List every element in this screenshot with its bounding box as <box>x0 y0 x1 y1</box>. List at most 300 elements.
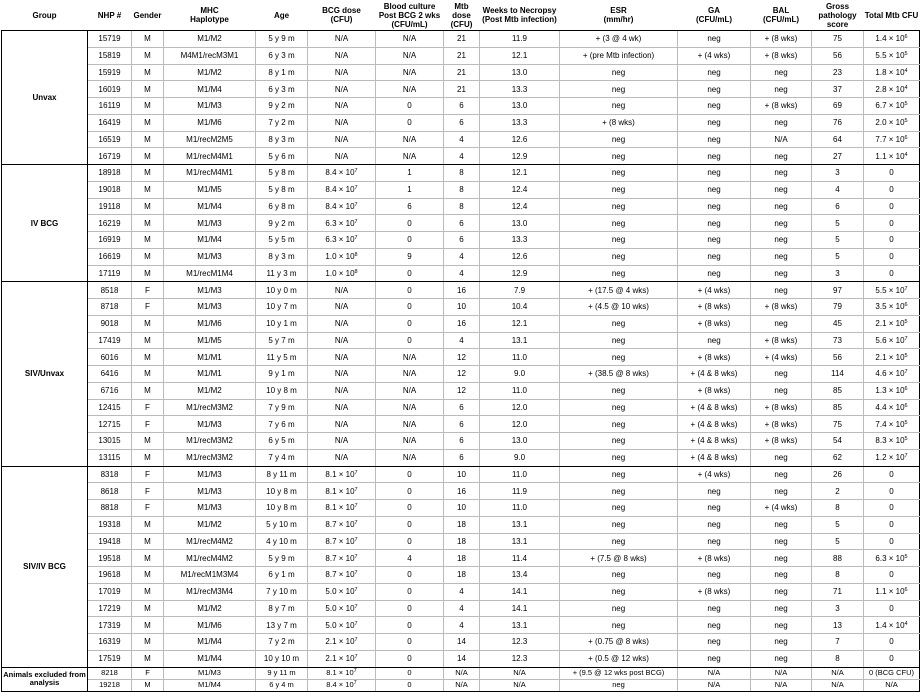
bal-cell: neg <box>751 114 812 131</box>
nhp-cell: 6716 <box>88 382 132 399</box>
mhc-cell: M1/M3 <box>164 282 256 299</box>
nhp-cell: 12415 <box>88 399 132 416</box>
gross-pathology-cell: 5 <box>812 215 864 232</box>
gross-pathology-cell: 5 <box>812 533 864 550</box>
table-row <box>2 282 920 299</box>
gender-cell: M <box>132 533 164 550</box>
gross-pathology-cell: 79 <box>812 299 864 316</box>
bcg-dose-cell: N/A <box>308 31 376 48</box>
blood-culture-cell: 4 <box>376 550 444 567</box>
bcg-dose-cell: N/A <box>308 366 376 383</box>
weeks-cell: 12.1 <box>480 165 560 182</box>
ga-cell: + (8 wks) <box>678 349 751 366</box>
weeks-cell: 12.3 <box>480 650 560 667</box>
bcg-dose-cell: $2.1 \times 10^7$ <box>308 634 376 651</box>
table-row <box>2 64 920 81</box>
table-row <box>2 265 920 282</box>
header-gross-pathology: Gross pathology score <box>812 0 864 31</box>
nhp-cell: 17219 <box>88 600 132 617</box>
ga-cell: + (8 wks) <box>678 299 751 316</box>
mtb-dose-cell: 10 <box>444 500 480 517</box>
mtb-dose-cell: 6 <box>444 114 480 131</box>
bal-cell: + (8 wks) <box>751 433 812 450</box>
total-mtb-cell: $5.6 \times 10^7$ <box>864 332 920 349</box>
nhp-cell: 8518 <box>88 282 132 299</box>
gender-cell: F <box>132 299 164 316</box>
mhc-cell: M1/M1 <box>164 349 256 366</box>
gross-pathology-cell: 3 <box>812 165 864 182</box>
group-label: Unvax <box>2 31 88 165</box>
bal-cell: neg <box>751 466 812 483</box>
blood-culture-cell: 0 <box>376 533 444 550</box>
ga-cell: + (8 wks) <box>678 315 751 332</box>
table-row <box>2 98 920 115</box>
table-body <box>2 31 920 692</box>
gender-cell: M <box>132 148 164 165</box>
blood-culture-cell: N/A <box>376 81 444 98</box>
nhp-cell: 16119 <box>88 98 132 115</box>
gender-cell: M <box>132 634 164 651</box>
weeks-cell: 12.9 <box>480 265 560 282</box>
header-bal: BAL (CFU/mL) <box>751 0 812 31</box>
esr-cell: neg <box>560 81 678 98</box>
ga-cell: + (4 & 8 wks) <box>678 433 751 450</box>
table-row <box>2 433 920 450</box>
table-row <box>2 349 920 366</box>
ga-cell: neg <box>678 114 751 131</box>
weeks-cell: 11.0 <box>480 382 560 399</box>
header-esr: ESR (mm/hr) <box>560 0 678 31</box>
age-cell: 13 y 7 m <box>256 617 308 634</box>
bcg-dose-cell: N/A <box>308 315 376 332</box>
mtb-dose-cell: 6 <box>444 215 480 232</box>
blood-culture-cell: 0 <box>376 114 444 131</box>
nhp-cell: 19618 <box>88 567 132 584</box>
header-mhc: MHC Haplotype <box>164 0 256 31</box>
age-cell: 10 y 0 m <box>256 282 308 299</box>
total-mtb-cell: $2.1 \times 10^5$ <box>864 349 920 366</box>
bal-cell: neg <box>751 81 812 98</box>
bal-cell: neg <box>751 366 812 383</box>
bcg-dose-cell: N/A <box>308 449 376 466</box>
mtb-dose-cell: 18 <box>444 567 480 584</box>
nhp-cell: 17319 <box>88 617 132 634</box>
nhp-cell: 8218 <box>88 667 132 679</box>
nhp-cell: 8718 <box>88 299 132 316</box>
bal-cell: + (8 wks) <box>751 299 812 316</box>
mhc-cell: M1/M3 <box>164 215 256 232</box>
table-row <box>2 215 920 232</box>
group-label: IV BCG <box>2 165 88 282</box>
mtb-dose-cell: 21 <box>444 64 480 81</box>
nhp-cell: 18918 <box>88 165 132 182</box>
gross-pathology-cell: 6 <box>812 198 864 215</box>
total-mtb-cell: 0 <box>864 165 920 182</box>
bcg-dose-cell: $1.0 \times 10^8$ <box>308 265 376 282</box>
blood-culture-cell: 0 <box>376 282 444 299</box>
table-row <box>2 165 920 182</box>
ga-cell: neg <box>678 64 751 81</box>
mtb-dose-cell: 6 <box>444 433 480 450</box>
gender-cell: F <box>132 466 164 483</box>
weeks-cell: 12.1 <box>480 315 560 332</box>
weeks-cell: 13.4 <box>480 567 560 584</box>
esr-cell: neg <box>560 315 678 332</box>
bcg-dose-cell: N/A <box>308 416 376 433</box>
weeks-cell: 13.1 <box>480 332 560 349</box>
mhc-cell: M1/M3 <box>164 466 256 483</box>
nhp-cell: 19318 <box>88 516 132 533</box>
age-cell: 6 y 3 m <box>256 47 308 64</box>
mhc-cell: M1/recM1M4 <box>164 265 256 282</box>
table-row <box>2 416 920 433</box>
age-cell: 10 y 8 m <box>256 500 308 517</box>
bcg-dose-cell: $6.3 \times 10^7$ <box>308 215 376 232</box>
blood-culture-cell: 0 <box>376 516 444 533</box>
table-row <box>2 483 920 500</box>
ga-cell: + (4 & 8 wks) <box>678 416 751 433</box>
nhp-cell: 19418 <box>88 533 132 550</box>
gross-pathology-cell: 75 <box>812 416 864 433</box>
weeks-cell: 12.6 <box>480 131 560 148</box>
total-mtb-cell: $7.7 \times 10^6$ <box>864 131 920 148</box>
ga-cell: neg <box>678 483 751 500</box>
total-mtb-cell: 0 <box>864 500 920 517</box>
blood-culture-cell: N/A <box>376 382 444 399</box>
nhp-cell: 17019 <box>88 583 132 600</box>
gender-cell: F <box>132 416 164 433</box>
gross-pathology-cell: 3 <box>812 265 864 282</box>
table-row <box>2 81 920 98</box>
gross-pathology-cell: 64 <box>812 131 864 148</box>
esr-cell: + (0.75 @ 8 wks) <box>560 634 678 651</box>
nhp-cell: 9018 <box>88 315 132 332</box>
mtb-dose-cell: 8 <box>444 198 480 215</box>
blood-culture-cell: 0 <box>376 500 444 517</box>
ga-cell: + (4 & 8 wks) <box>678 399 751 416</box>
weeks-cell: 13.1 <box>480 617 560 634</box>
weeks-cell: 12.4 <box>480 198 560 215</box>
gross-pathology-cell: 56 <box>812 349 864 366</box>
gender-cell: M <box>132 349 164 366</box>
nhp-cell: 16219 <box>88 215 132 232</box>
esr-cell: + (3 @ 4 wk) <box>560 31 678 48</box>
blood-culture-cell: N/A <box>376 349 444 366</box>
nhp-cell: 17419 <box>88 332 132 349</box>
total-mtb-cell: 0 <box>864 650 920 667</box>
gross-pathology-cell: 26 <box>812 466 864 483</box>
ga-cell: + (8 wks) <box>678 550 751 567</box>
gross-pathology-cell: 4 <box>812 181 864 198</box>
gross-pathology-cell: 27 <box>812 148 864 165</box>
total-mtb-cell: 0 <box>864 483 920 500</box>
blood-culture-cell: 0 <box>376 667 444 679</box>
bcg-dose-cell: $8.4 \times 10^7$ <box>308 181 376 198</box>
ga-cell: neg <box>678 148 751 165</box>
bal-cell: neg <box>751 583 812 600</box>
nhp-cell: 16619 <box>88 248 132 265</box>
bal-cell: + (8 wks) <box>751 31 812 48</box>
mtb-dose-cell: 4 <box>444 131 480 148</box>
bcg-dose-cell: N/A <box>308 382 376 399</box>
gross-pathology-cell: 88 <box>812 550 864 567</box>
mtb-dose-cell: 6 <box>444 232 480 249</box>
total-mtb-cell: 0 <box>864 215 920 232</box>
gender-cell: M <box>132 433 164 450</box>
ga-cell: neg <box>678 131 751 148</box>
mtb-dose-cell: N/A <box>444 667 480 679</box>
age-cell: 6 y 3 m <box>256 81 308 98</box>
gross-pathology-cell: 37 <box>812 81 864 98</box>
weeks-cell: 13.3 <box>480 232 560 249</box>
total-mtb-cell: $1.2 \times 10^7$ <box>864 449 920 466</box>
total-mtb-cell: $1.4 \times 10^4$ <box>864 617 920 634</box>
total-mtb-cell: 0 <box>864 634 920 651</box>
weeks-cell: 12.9 <box>480 148 560 165</box>
bal-cell: + (8 wks) <box>751 47 812 64</box>
gender-cell: F <box>132 282 164 299</box>
bcg-dose-cell: $8.7 \times 10^7$ <box>308 533 376 550</box>
ga-cell: neg <box>678 650 751 667</box>
esr-cell: + (pre Mtb infection) <box>560 47 678 64</box>
mtb-dose-cell: 4 <box>444 583 480 600</box>
total-mtb-cell: 0 <box>864 533 920 550</box>
weeks-cell: 13.0 <box>480 433 560 450</box>
ga-cell: N/A <box>678 667 751 679</box>
mhc-cell: M1/M3 <box>164 483 256 500</box>
esr-cell: neg <box>560 349 678 366</box>
total-mtb-cell: $2.0 \times 10^5$ <box>864 114 920 131</box>
bal-cell: neg <box>751 650 812 667</box>
esr-cell: neg <box>560 567 678 584</box>
weeks-cell: 11.0 <box>480 349 560 366</box>
gender-cell: F <box>132 399 164 416</box>
mhc-cell: M1/M4 <box>164 634 256 651</box>
bal-cell: neg <box>751 265 812 282</box>
age-cell: 10 y 10 m <box>256 650 308 667</box>
age-cell: 5 y 10 m <box>256 516 308 533</box>
gender-cell: M <box>132 600 164 617</box>
bal-cell: + (4 wks) <box>751 349 812 366</box>
nhp-cell: 15719 <box>88 31 132 48</box>
weeks-cell: N/A <box>480 667 560 679</box>
mtb-dose-cell: 12 <box>444 349 480 366</box>
ga-cell: neg <box>678 81 751 98</box>
esr-cell: neg <box>560 98 678 115</box>
esr-cell: neg <box>560 332 678 349</box>
bal-cell: neg <box>751 634 812 651</box>
esr-cell: + (0.5 @ 12 wks) <box>560 650 678 667</box>
gender-cell: M <box>132 583 164 600</box>
blood-culture-cell: 0 <box>376 634 444 651</box>
bcg-dose-cell: N/A <box>308 81 376 98</box>
ga-cell: neg <box>678 265 751 282</box>
esr-cell: neg <box>560 483 678 500</box>
bcg-dose-cell: N/A <box>308 98 376 115</box>
total-mtb-cell: $5.5 \times 10^7$ <box>864 282 920 299</box>
weeks-cell: 12.3 <box>480 634 560 651</box>
data-table <box>1 0 920 692</box>
mhc-cell: M1/recM4M1 <box>164 165 256 182</box>
blood-culture-cell: 1 <box>376 181 444 198</box>
mhc-cell: M1/M3 <box>164 500 256 517</box>
table-row <box>2 181 920 198</box>
weeks-cell: 9.0 <box>480 366 560 383</box>
mhc-cell: M1/M3 <box>164 667 256 679</box>
age-cell: 8 y 3 m <box>256 248 308 265</box>
esr-cell: neg <box>560 165 678 182</box>
mtb-dose-cell: 18 <box>444 516 480 533</box>
nhp-cell: 17519 <box>88 650 132 667</box>
table-row <box>2 198 920 215</box>
total-mtb-cell: 0 <box>864 516 920 533</box>
nhp-cell: 17119 <box>88 265 132 282</box>
gender-cell: M <box>132 650 164 667</box>
age-cell: 6 y 8 m <box>256 198 308 215</box>
mtb-dose-cell: 4 <box>444 332 480 349</box>
gross-pathology-cell: 71 <box>812 583 864 600</box>
bal-cell: neg <box>751 483 812 500</box>
bcg-dose-cell: N/A <box>308 131 376 148</box>
weeks-cell: 11.0 <box>480 500 560 517</box>
mtb-dose-cell: 21 <box>444 81 480 98</box>
mtb-dose-cell: 4 <box>444 148 480 165</box>
bal-cell: + (8 wks) <box>751 332 812 349</box>
bal-cell: + (4 wks) <box>751 500 812 517</box>
bal-cell: neg <box>751 181 812 198</box>
total-mtb-cell: $1.8 \times 10^4$ <box>864 64 920 81</box>
total-mtb-cell: $1.3 \times 10^6$ <box>864 382 920 399</box>
bal-cell: neg <box>751 315 812 332</box>
header-weeks: Weeks to Necropsy (Post Mtb infection) <box>480 0 560 31</box>
table-row <box>2 667 920 679</box>
nhp-cell: 19118 <box>88 198 132 215</box>
esr-cell: neg <box>560 248 678 265</box>
mhc-cell: M1/recM4M1 <box>164 148 256 165</box>
blood-culture-cell: 0 <box>376 299 444 316</box>
table-row <box>2 466 920 483</box>
nhp-cell: 13015 <box>88 433 132 450</box>
age-cell: 7 y 4 m <box>256 449 308 466</box>
mhc-cell: M1/M6 <box>164 315 256 332</box>
esr-cell: neg <box>560 382 678 399</box>
mtb-dose-cell: 10 <box>444 299 480 316</box>
bal-cell: neg <box>751 282 812 299</box>
total-mtb-cell: 0 <box>864 248 920 265</box>
mtb-dose-cell: 16 <box>444 315 480 332</box>
bal-cell: neg <box>751 232 812 249</box>
ga-cell: neg <box>678 98 751 115</box>
weeks-cell: 13.0 <box>480 215 560 232</box>
gender-cell: M <box>132 449 164 466</box>
blood-culture-cell: 0 <box>376 567 444 584</box>
gender-cell: M <box>132 265 164 282</box>
header-blood-culture: Blood culture Post BCG 2 wks (CFU/mL) <box>376 0 444 31</box>
esr-cell: + (17.5 @ 4 wks) <box>560 282 678 299</box>
nhp-cell: 19018 <box>88 181 132 198</box>
bal-cell: + (8 wks) <box>751 98 812 115</box>
mhc-cell: M1/M6 <box>164 617 256 634</box>
weeks-cell: 9.0 <box>480 449 560 466</box>
mtb-dose-cell: 6 <box>444 98 480 115</box>
group-label: Animals excluded from analysis <box>2 667 88 691</box>
ga-cell: neg <box>678 516 751 533</box>
header-gender: Gender <box>132 0 164 31</box>
table-row <box>2 366 920 383</box>
bal-cell: neg <box>751 449 812 466</box>
weeks-cell: N/A <box>480 679 560 691</box>
bcg-dose-cell: N/A <box>308 399 376 416</box>
total-mtb-cell: $6.3 \times 10^5$ <box>864 550 920 567</box>
bal-cell: neg <box>751 550 812 567</box>
header-nhp: NHP # <box>88 0 132 31</box>
bcg-dose-cell: $5.0 \times 10^7$ <box>308 617 376 634</box>
esr-cell: neg <box>560 533 678 550</box>
blood-culture-cell: 0 <box>376 583 444 600</box>
bal-cell: + (8 wks) <box>751 416 812 433</box>
gross-pathology-cell: 5 <box>812 232 864 249</box>
ga-cell: neg <box>678 617 751 634</box>
table-row <box>2 679 920 691</box>
nhp-cell: 16419 <box>88 114 132 131</box>
mhc-cell: M1/recM3M2 <box>164 449 256 466</box>
esr-cell: neg <box>560 583 678 600</box>
weeks-cell: 12.6 <box>480 248 560 265</box>
ga-cell: neg <box>678 215 751 232</box>
gender-cell: M <box>132 81 164 98</box>
age-cell: 5 y 9 m <box>256 31 308 48</box>
bcg-dose-cell: N/A <box>308 114 376 131</box>
nhp-cell: 16019 <box>88 81 132 98</box>
blood-culture-cell: N/A <box>376 47 444 64</box>
mtb-dose-cell: 8 <box>444 165 480 182</box>
age-cell: 7 y 2 m <box>256 634 308 651</box>
mtb-dose-cell: N/A <box>444 679 480 691</box>
esr-cell: neg <box>560 148 678 165</box>
mtb-dose-cell: 12 <box>444 382 480 399</box>
bal-cell: + (8 wks) <box>751 399 812 416</box>
age-cell: 4 y 10 m <box>256 533 308 550</box>
ga-cell: neg <box>678 332 751 349</box>
ga-cell: + (4 wks) <box>678 282 751 299</box>
nhp-cell: 16319 <box>88 634 132 651</box>
nhp-cell: 6016 <box>88 349 132 366</box>
blood-culture-cell: N/A <box>376 449 444 466</box>
gender-cell: M <box>132 382 164 399</box>
age-cell: 5 y 8 m <box>256 181 308 198</box>
weeks-cell: 11.9 <box>480 483 560 500</box>
blood-culture-cell: 0 <box>376 466 444 483</box>
ga-cell: neg <box>678 181 751 198</box>
gross-pathology-cell: 69 <box>812 98 864 115</box>
mtb-dose-cell: 21 <box>444 31 480 48</box>
bal-cell: neg <box>751 516 812 533</box>
gender-cell: M <box>132 567 164 584</box>
esr-cell: neg <box>560 232 678 249</box>
bal-cell: neg <box>751 600 812 617</box>
total-mtb-cell: 0 <box>864 600 920 617</box>
blood-culture-cell: N/A <box>376 416 444 433</box>
bcg-dose-cell: N/A <box>308 299 376 316</box>
nhp-cell: 16719 <box>88 148 132 165</box>
mtb-dose-cell: 18 <box>444 550 480 567</box>
gender-cell: M <box>132 232 164 249</box>
bal-cell: neg <box>751 382 812 399</box>
ga-cell: neg <box>678 31 751 48</box>
age-cell: 6 y 1 m <box>256 567 308 584</box>
mhc-cell: M1/M3 <box>164 299 256 316</box>
table-row <box>2 583 920 600</box>
